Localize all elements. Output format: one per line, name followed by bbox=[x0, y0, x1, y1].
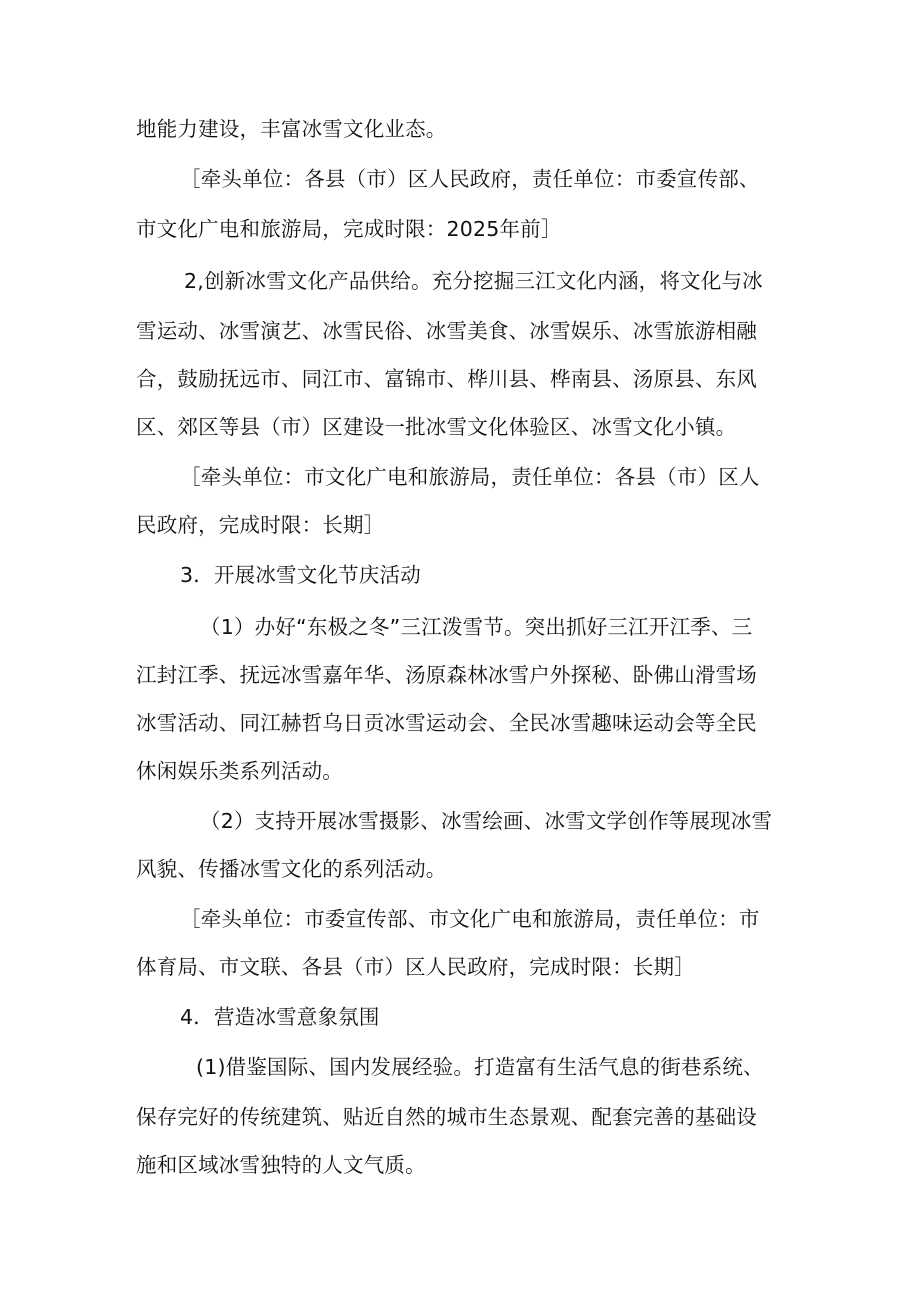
paragraph-line: 保存完好的传统建筑、贴近自然的城市生态景观、配套完善的基础设 bbox=[136, 1105, 757, 1129]
paragraph-line: (1)借鉴国际、国内发展经验。打造富有生活气息的街巷系统、 bbox=[196, 1055, 764, 1079]
paragraph-line: 施和区域冰雪独特的人文气质。 bbox=[136, 1153, 426, 1177]
paragraph-line: （1）办好“东极之冬”三江泼雪节。突出抓好三江开江季、三 bbox=[200, 615, 753, 639]
section-heading: 3．开展冰雪文化节庆活动 bbox=[180, 563, 421, 587]
responsibility-note-line: 市文化广电和旅游局，完成时限：2025年前］ bbox=[136, 217, 562, 241]
paragraph-line: 2,创新冰雪文化产品供给。充分挖掘三江文化内涵，将文化与冰 bbox=[184, 269, 763, 293]
responsibility-note-line: ［牵头单位：各县（市）区人民政府，责任单位：市委宣传部、 bbox=[180, 167, 760, 191]
responsibility-note-line: ［牵头单位：市委宣传部、市文化广电和旅游局，责任单位：市 bbox=[180, 907, 760, 931]
paragraph-line: 区、郊区等县（市）区建设一批冰雪文化体验区、冰雪文化小镇。 bbox=[136, 415, 737, 439]
paragraph-line: 地能力建设，丰富冰雪文化业态。 bbox=[136, 117, 447, 141]
responsibility-note-line: 民政府，完成时限：长期］ bbox=[136, 513, 385, 537]
paragraph-line: 合，鼓励抚远市、同江市、富锦市、桦川县、桦南县、汤原县、东风 bbox=[136, 367, 757, 391]
paragraph-line: 雪运动、冰雪演艺、冰雪民俗、冰雪美食、冰雪娱乐、冰雪旅游相融 bbox=[136, 319, 757, 343]
paragraph-line: 冰雪活动、同江赫哲乌日贡冰雪运动会、全民冰雪趣味运动会等全民 bbox=[136, 711, 757, 735]
responsibility-note-line: 体育局、市文联、各县（市）区人民政府，完成时限：长期］ bbox=[136, 955, 695, 979]
responsibility-note-line: ［牵头单位：市文化广电和旅游局，责任单位：各县（市）区人 bbox=[180, 465, 760, 489]
paragraph-line: 风貌、传播冰雪文化的系列活动。 bbox=[136, 857, 447, 881]
paragraph-line: 江封江季、抚远冰雪嘉年华、汤原森林冰雪户外探秘、卧佛山滑雪场 bbox=[136, 663, 757, 687]
section-heading: 4．营造冰雪意象氛围 bbox=[180, 1005, 380, 1029]
paragraph-line: 休闲娱乐类系列活动。 bbox=[136, 759, 343, 783]
paragraph-line: （2）支持开展冰雪摄影、冰雪绘画、冰雪文学创作等展现冰雪 bbox=[200, 809, 773, 833]
